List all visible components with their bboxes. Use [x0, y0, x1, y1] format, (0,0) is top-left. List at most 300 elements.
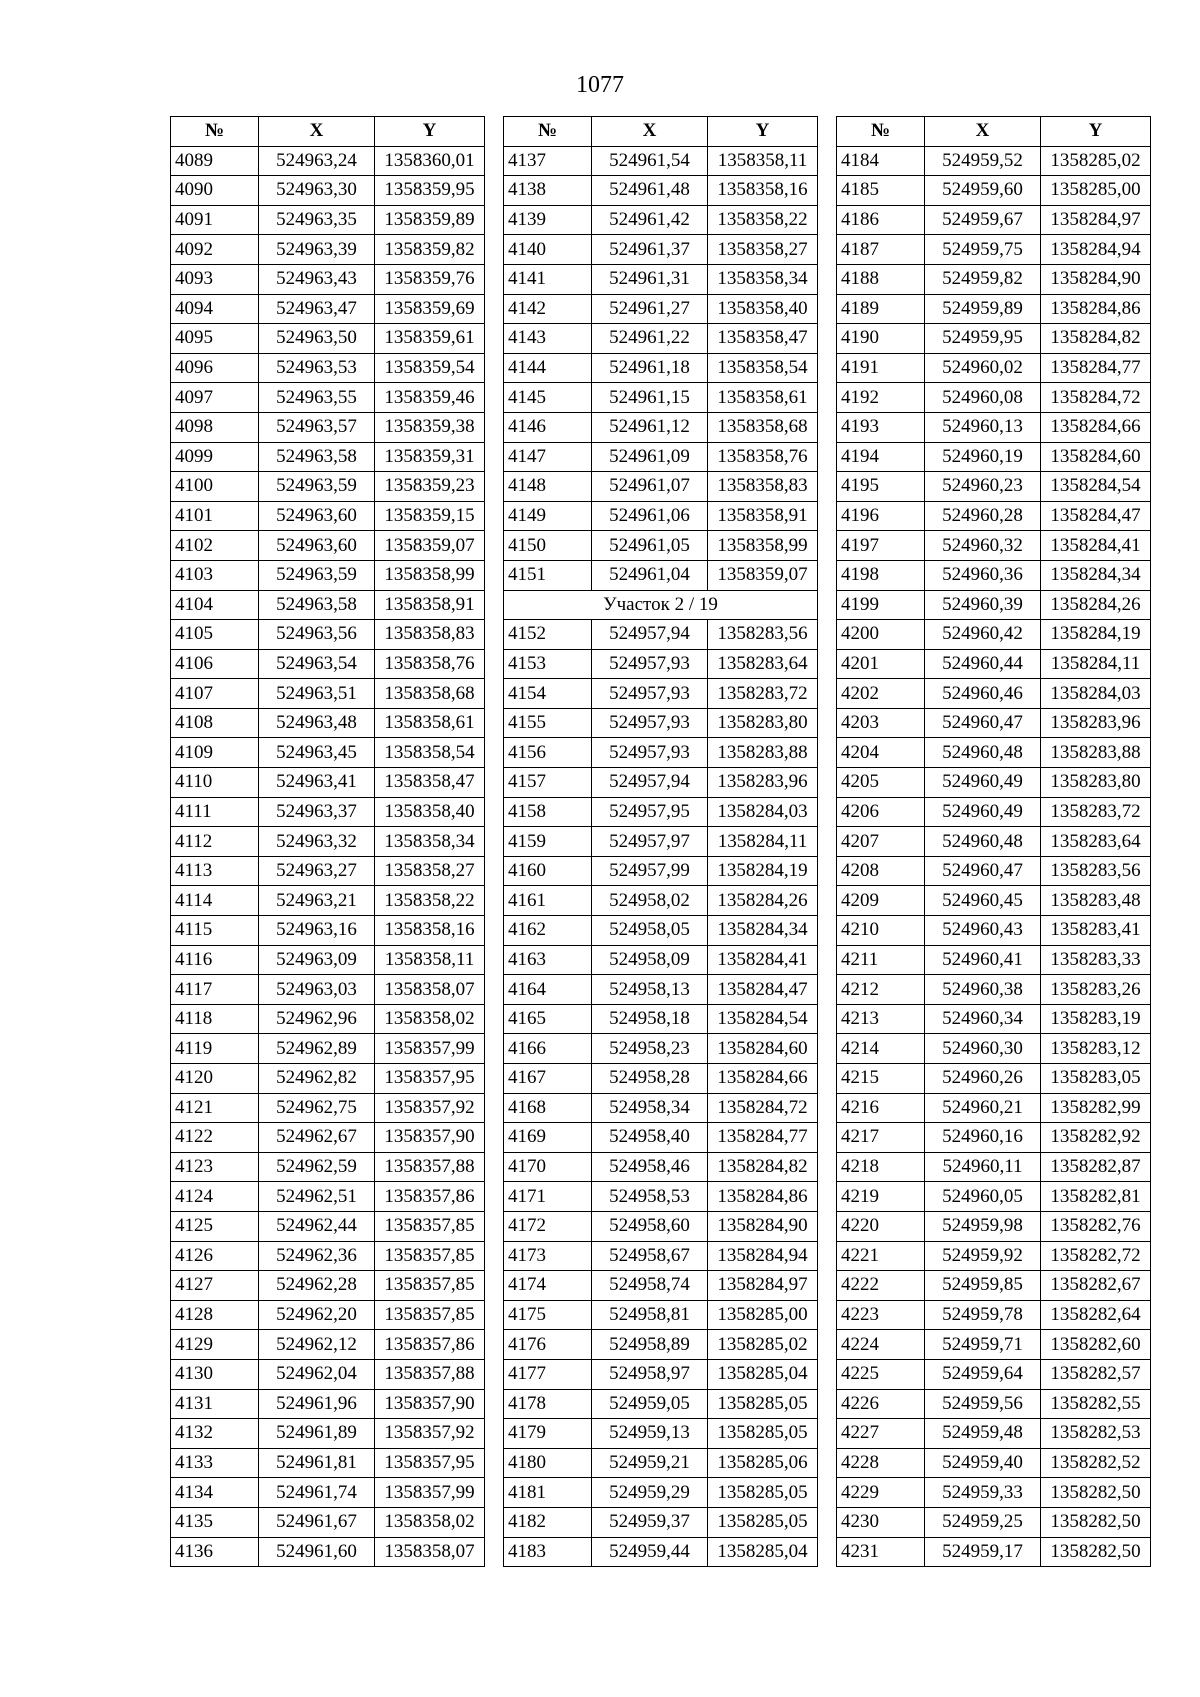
table-header-row: [171, 117, 485, 147]
header-x: X: [925, 117, 1041, 147]
x-coordinate: 524963,37: [259, 797, 375, 827]
point-number: 4201: [837, 649, 925, 679]
table-row: [837, 1330, 1151, 1360]
table-row: [504, 1537, 818, 1567]
table-row: [504, 1004, 818, 1034]
table-row: [837, 856, 1151, 886]
x-coordinate: 524960,21: [925, 1093, 1041, 1123]
y-coordinate: 1358285,02: [1041, 146, 1151, 176]
x-coordinate: 524963,59: [259, 560, 375, 590]
x-coordinate: 524958,23: [592, 1034, 708, 1064]
header-x: X: [592, 117, 708, 147]
y-coordinate: 1358285,04: [708, 1537, 818, 1567]
x-coordinate: 524961,05: [592, 531, 708, 561]
x-coordinate: 524962,59: [259, 1152, 375, 1182]
table-row: [504, 205, 818, 235]
table-row: [504, 146, 818, 176]
table-row: [504, 649, 818, 679]
point-number: 4181: [504, 1478, 592, 1508]
x-coordinate: 524960,48: [925, 827, 1041, 857]
point-number: 4221: [837, 1241, 925, 1271]
y-coordinate: 1358283,64: [708, 649, 818, 679]
table-row: [504, 856, 818, 886]
point-number: 4144: [504, 353, 592, 383]
point-number: 4161: [504, 886, 592, 916]
point-number: 4114: [171, 886, 259, 916]
y-coordinate: 1358284,77: [708, 1123, 818, 1153]
x-coordinate: 524960,43: [925, 916, 1041, 946]
table-row: [171, 856, 485, 886]
table-row: [504, 383, 818, 413]
table-row: [837, 1241, 1151, 1271]
y-coordinate: 1358284,26: [1041, 590, 1151, 620]
x-coordinate: 524959,64: [925, 1359, 1041, 1389]
table-row: [171, 590, 485, 620]
y-coordinate: 1358283,72: [708, 679, 818, 709]
table-row: [504, 738, 818, 768]
x-coordinate: 524958,67: [592, 1241, 708, 1271]
y-coordinate: 1358359,23: [375, 472, 485, 502]
table-row: [171, 1478, 485, 1508]
table-row: [171, 945, 485, 975]
point-number: 4213: [837, 1004, 925, 1034]
x-coordinate: 524960,42: [925, 620, 1041, 650]
y-coordinate: 1358285,00: [1041, 176, 1151, 206]
table-row: [837, 1300, 1151, 1330]
y-coordinate: 1358283,80: [708, 708, 818, 738]
y-coordinate: 1358285,00: [708, 1300, 818, 1330]
x-coordinate: 524960,34: [925, 1004, 1041, 1034]
x-coordinate: 524961,12: [592, 412, 708, 442]
table-row: [171, 1004, 485, 1034]
y-coordinate: 1358283,88: [708, 738, 818, 768]
y-coordinate: 1358359,89: [375, 205, 485, 235]
x-coordinate: 524961,06: [592, 501, 708, 531]
y-coordinate: 1358284,66: [1041, 412, 1151, 442]
y-coordinate: 1358358,07: [375, 975, 485, 1005]
point-number: 4106: [171, 649, 259, 679]
point-number: 4194: [837, 442, 925, 472]
y-coordinate: 1358282,76: [1041, 1211, 1151, 1241]
table-row: [837, 1093, 1151, 1123]
x-coordinate: 524962,89: [259, 1034, 375, 1064]
x-coordinate: 524961,89: [259, 1419, 375, 1449]
table-row: [171, 1300, 485, 1330]
table-row: [171, 205, 485, 235]
page-number: 1077: [576, 72, 624, 98]
table-row: [171, 294, 485, 324]
table-row: [504, 708, 818, 738]
table-header-row: [837, 117, 1151, 147]
x-coordinate: 524959,40: [925, 1448, 1041, 1478]
table-row: [171, 649, 485, 679]
point-number: 4222: [837, 1271, 925, 1301]
x-coordinate: 524959,98: [925, 1211, 1041, 1241]
x-coordinate: 524960,11: [925, 1152, 1041, 1182]
point-number: 4091: [171, 205, 259, 235]
x-coordinate: 524959,92: [925, 1241, 1041, 1271]
x-coordinate: 524962,04: [259, 1359, 375, 1389]
table-row: [504, 945, 818, 975]
table-row: [504, 353, 818, 383]
point-number: 4227: [837, 1419, 925, 1449]
point-number: 4215: [837, 1064, 925, 1094]
point-number: 4092: [171, 235, 259, 265]
table-row: [171, 531, 485, 561]
point-number: 4204: [837, 738, 925, 768]
x-coordinate: 524959,37: [592, 1507, 708, 1537]
y-coordinate: 1358358,83: [708, 472, 818, 502]
x-coordinate: 524957,95: [592, 797, 708, 827]
x-coordinate: 524958,13: [592, 975, 708, 1005]
y-coordinate: 1358284,94: [1041, 235, 1151, 265]
point-number: 4094: [171, 294, 259, 324]
y-coordinate: 1358358,22: [375, 886, 485, 916]
table-row: [504, 1300, 818, 1330]
table-row: [171, 1182, 485, 1212]
y-coordinate: 1358358,61: [375, 708, 485, 738]
table-row: [837, 1004, 1151, 1034]
y-coordinate: 1358357,86: [375, 1182, 485, 1212]
table-row: [171, 797, 485, 827]
y-coordinate: 1358357,90: [375, 1123, 485, 1153]
x-coordinate: 524958,18: [592, 1004, 708, 1034]
y-coordinate: 1358284,90: [1041, 264, 1151, 294]
table-row: [504, 1271, 818, 1301]
x-coordinate: 524963,58: [259, 590, 375, 620]
y-coordinate: 1358358,07: [375, 1537, 485, 1567]
table-row: [837, 501, 1151, 531]
table-row: [171, 708, 485, 738]
table-row: [171, 1330, 485, 1360]
x-coordinate: 524961,09: [592, 442, 708, 472]
x-coordinate: 524962,82: [259, 1064, 375, 1094]
table-row: [504, 1478, 818, 1508]
table-row: [837, 1359, 1151, 1389]
table-row: [171, 146, 485, 176]
table-row: [171, 827, 485, 857]
y-coordinate: 1358358,27: [375, 856, 485, 886]
table-row: [171, 442, 485, 472]
point-number: 4145: [504, 383, 592, 413]
point-number: 4184: [837, 146, 925, 176]
table-row: [504, 1359, 818, 1389]
x-coordinate: 524963,60: [259, 531, 375, 561]
coordinates-table-1: [170, 116, 485, 1567]
x-coordinate: 524959,05: [592, 1389, 708, 1419]
point-number: 4150: [504, 531, 592, 561]
point-number: 4186: [837, 205, 925, 235]
table-row: [837, 176, 1151, 206]
y-coordinate: 1358358,76: [375, 649, 485, 679]
table-row: [837, 560, 1151, 590]
table-row: [837, 916, 1151, 946]
x-coordinate: 524960,28: [925, 501, 1041, 531]
y-coordinate: 1358358,27: [708, 235, 818, 265]
y-coordinate: 1358358,11: [375, 945, 485, 975]
x-coordinate: 524959,95: [925, 324, 1041, 354]
x-coordinate: 524961,07: [592, 472, 708, 502]
x-coordinate: 524963,32: [259, 827, 375, 857]
table-row: [504, 235, 818, 265]
x-coordinate: 524963,27: [259, 856, 375, 886]
y-coordinate: 1358284,82: [1041, 324, 1151, 354]
point-number: 4162: [504, 916, 592, 946]
x-coordinate: 524963,03: [259, 975, 375, 1005]
y-coordinate: 1358359,76: [375, 264, 485, 294]
table-row: [504, 560, 818, 590]
x-coordinate: 524960,49: [925, 768, 1041, 798]
table-row: [171, 1359, 485, 1389]
x-coordinate: 524958,53: [592, 1182, 708, 1212]
y-coordinate: 1358357,92: [375, 1419, 485, 1449]
y-coordinate: 1358358,40: [375, 797, 485, 827]
x-coordinate: 524962,67: [259, 1123, 375, 1153]
table-row: [837, 264, 1151, 294]
y-coordinate: 1358359,07: [375, 531, 485, 561]
point-number: 4185: [837, 176, 925, 206]
x-coordinate: 524961,81: [259, 1448, 375, 1478]
table-row: [837, 1507, 1151, 1537]
x-coordinate: 524961,60: [259, 1537, 375, 1567]
table-row: [504, 1241, 818, 1271]
x-coordinate: 524959,29: [592, 1478, 708, 1508]
x-coordinate: 524962,12: [259, 1330, 375, 1360]
table-row: [837, 1182, 1151, 1212]
x-coordinate: 524961,15: [592, 383, 708, 413]
x-coordinate: 524960,02: [925, 353, 1041, 383]
point-number: 4229: [837, 1478, 925, 1508]
point-number: 4132: [171, 1419, 259, 1449]
point-number: 4140: [504, 235, 592, 265]
point-number: 4170: [504, 1152, 592, 1182]
y-coordinate: 1358282,92: [1041, 1123, 1151, 1153]
point-number: 4096: [171, 353, 259, 383]
y-coordinate: 1358283,88: [1041, 738, 1151, 768]
y-coordinate: 1358283,26: [1041, 975, 1151, 1005]
y-coordinate: 1358357,99: [375, 1478, 485, 1508]
x-coordinate: 524958,46: [592, 1152, 708, 1182]
y-coordinate: 1358357,99: [375, 1034, 485, 1064]
header-num: №: [504, 117, 592, 147]
table-row: [837, 679, 1151, 709]
y-coordinate: 1358283,05: [1041, 1064, 1151, 1094]
x-coordinate: 524960,30: [925, 1034, 1041, 1064]
point-number: 4137: [504, 146, 592, 176]
point-number: 4102: [171, 531, 259, 561]
point-number: 4121: [171, 1093, 259, 1123]
y-coordinate: 1358360,01: [375, 146, 485, 176]
table-row: [171, 768, 485, 798]
y-coordinate: 1358282,50: [1041, 1507, 1151, 1537]
point-number: 4122: [171, 1123, 259, 1153]
point-number: 4169: [504, 1123, 592, 1153]
x-coordinate: 524959,78: [925, 1300, 1041, 1330]
x-coordinate: 524963,51: [259, 679, 375, 709]
y-coordinate: 1358284,47: [1041, 501, 1151, 531]
point-number: 4125: [171, 1211, 259, 1241]
point-number: 4097: [171, 383, 259, 413]
x-coordinate: 524963,39: [259, 235, 375, 265]
y-coordinate: 1358283,56: [708, 620, 818, 650]
y-coordinate: 1358359,15: [375, 501, 485, 531]
x-coordinate: 524957,93: [592, 649, 708, 679]
table-row: [171, 1123, 485, 1153]
x-coordinate: 524962,51: [259, 1182, 375, 1212]
table-row: [837, 235, 1151, 265]
table-row: [171, 738, 485, 768]
point-number: 4136: [171, 1537, 259, 1567]
point-number: 4211: [837, 945, 925, 975]
point-number: 4195: [837, 472, 925, 502]
point-number: 4116: [171, 945, 259, 975]
table-row: [504, 1123, 818, 1153]
x-coordinate: 524960,26: [925, 1064, 1041, 1094]
x-coordinate: 524959,44: [592, 1537, 708, 1567]
point-number: 4105: [171, 620, 259, 650]
x-coordinate: 524963,50: [259, 324, 375, 354]
y-coordinate: 1358285,05: [708, 1419, 818, 1449]
header-num: №: [171, 117, 259, 147]
point-number: 4155: [504, 708, 592, 738]
table-row: [837, 1537, 1151, 1567]
point-number: 4220: [837, 1211, 925, 1241]
table-row: [837, 442, 1151, 472]
y-coordinate: 1358357,85: [375, 1300, 485, 1330]
point-number: 4128: [171, 1300, 259, 1330]
x-coordinate: 524962,28: [259, 1271, 375, 1301]
point-number: 4196: [837, 501, 925, 531]
table-row: [171, 1271, 485, 1301]
x-coordinate: 524960,41: [925, 945, 1041, 975]
y-coordinate: 1358284,11: [1041, 649, 1151, 679]
point-number: 4173: [504, 1241, 592, 1271]
y-coordinate: 1358358,91: [375, 590, 485, 620]
table-row: [171, 1419, 485, 1449]
y-coordinate: 1358285,05: [708, 1389, 818, 1419]
y-coordinate: 1358284,54: [708, 1004, 818, 1034]
point-number: 4209: [837, 886, 925, 916]
y-coordinate: 1358284,86: [1041, 294, 1151, 324]
point-number: 4100: [171, 472, 259, 502]
x-coordinate: 524959,85: [925, 1271, 1041, 1301]
table-row: [171, 1241, 485, 1271]
x-coordinate: 524958,28: [592, 1064, 708, 1094]
point-number: 4176: [504, 1330, 592, 1360]
table-row: [171, 472, 485, 502]
point-number: 4101: [171, 501, 259, 531]
point-number: 4153: [504, 649, 592, 679]
y-coordinate: 1358282,53: [1041, 1419, 1151, 1449]
table-row: [504, 531, 818, 561]
point-number: 4192: [837, 383, 925, 413]
point-number: 4166: [504, 1034, 592, 1064]
x-coordinate: 524963,58: [259, 442, 375, 472]
y-coordinate: 1358358,02: [375, 1507, 485, 1537]
point-number: 4143: [504, 324, 592, 354]
x-coordinate: 524963,35: [259, 205, 375, 235]
x-coordinate: 524960,36: [925, 560, 1041, 590]
point-number: 4188: [837, 264, 925, 294]
table-row: [504, 1389, 818, 1419]
point-number: 4142: [504, 294, 592, 324]
x-coordinate: 524960,44: [925, 649, 1041, 679]
x-coordinate: 524959,75: [925, 235, 1041, 265]
table-row: [171, 679, 485, 709]
x-coordinate: 524957,99: [592, 856, 708, 886]
y-coordinate: 1358284,72: [1041, 383, 1151, 413]
y-coordinate: 1358282,50: [1041, 1537, 1151, 1567]
point-number: 4171: [504, 1182, 592, 1212]
x-coordinate: 524960,47: [925, 856, 1041, 886]
point-number: 4208: [837, 856, 925, 886]
point-number: 4214: [837, 1034, 925, 1064]
table-row: [171, 1034, 485, 1064]
point-number: 4174: [504, 1271, 592, 1301]
table-row: [504, 264, 818, 294]
x-coordinate: 524959,71: [925, 1330, 1041, 1360]
point-number: 4124: [171, 1182, 259, 1212]
x-coordinate: 524963,53: [259, 353, 375, 383]
point-number: 4138: [504, 176, 592, 206]
table-row: [837, 1123, 1151, 1153]
y-coordinate: 1358283,96: [1041, 708, 1151, 738]
point-number: 4219: [837, 1182, 925, 1212]
point-number: 4126: [171, 1241, 259, 1271]
y-coordinate: 1358358,83: [375, 620, 485, 650]
point-number: 4120: [171, 1064, 259, 1094]
table-row: [504, 1182, 818, 1212]
header-num: №: [837, 117, 925, 147]
y-coordinate: 1358284,72: [708, 1093, 818, 1123]
x-coordinate: 524961,04: [592, 560, 708, 590]
point-number: 4212: [837, 975, 925, 1005]
x-coordinate: 524961,74: [259, 1478, 375, 1508]
x-coordinate: 524960,16: [925, 1123, 1041, 1153]
table-row: [504, 797, 818, 827]
y-coordinate: 1358284,94: [708, 1241, 818, 1271]
table-row: [837, 1152, 1151, 1182]
y-coordinate: 1358359,82: [375, 235, 485, 265]
table-row: [171, 560, 485, 590]
point-number: 4156: [504, 738, 592, 768]
header-y: Y: [375, 117, 485, 147]
x-coordinate: 524960,13: [925, 412, 1041, 442]
point-number: 4108: [171, 708, 259, 738]
point-number: 4175: [504, 1300, 592, 1330]
point-number: 4164: [504, 975, 592, 1005]
table-row: [171, 324, 485, 354]
y-coordinate: 1358283,19: [1041, 1004, 1151, 1034]
y-coordinate: 1358358,54: [708, 353, 818, 383]
table-row: [171, 1389, 485, 1419]
y-coordinate: 1358357,85: [375, 1241, 485, 1271]
table-row: [171, 916, 485, 946]
point-number: 4158: [504, 797, 592, 827]
x-coordinate: 524963,56: [259, 620, 375, 650]
y-coordinate: 1358283,72: [1041, 797, 1151, 827]
y-coordinate: 1358284,03: [1041, 679, 1151, 709]
y-coordinate: 1358357,88: [375, 1359, 485, 1389]
y-coordinate: 1358285,05: [708, 1478, 818, 1508]
point-number: 4147: [504, 442, 592, 472]
x-coordinate: 524960,47: [925, 708, 1041, 738]
x-coordinate: 524958,89: [592, 1330, 708, 1360]
x-coordinate: 524963,09: [259, 945, 375, 975]
point-number: 4129: [171, 1330, 259, 1360]
x-coordinate: 524961,22: [592, 324, 708, 354]
table-header-row: [504, 117, 818, 147]
